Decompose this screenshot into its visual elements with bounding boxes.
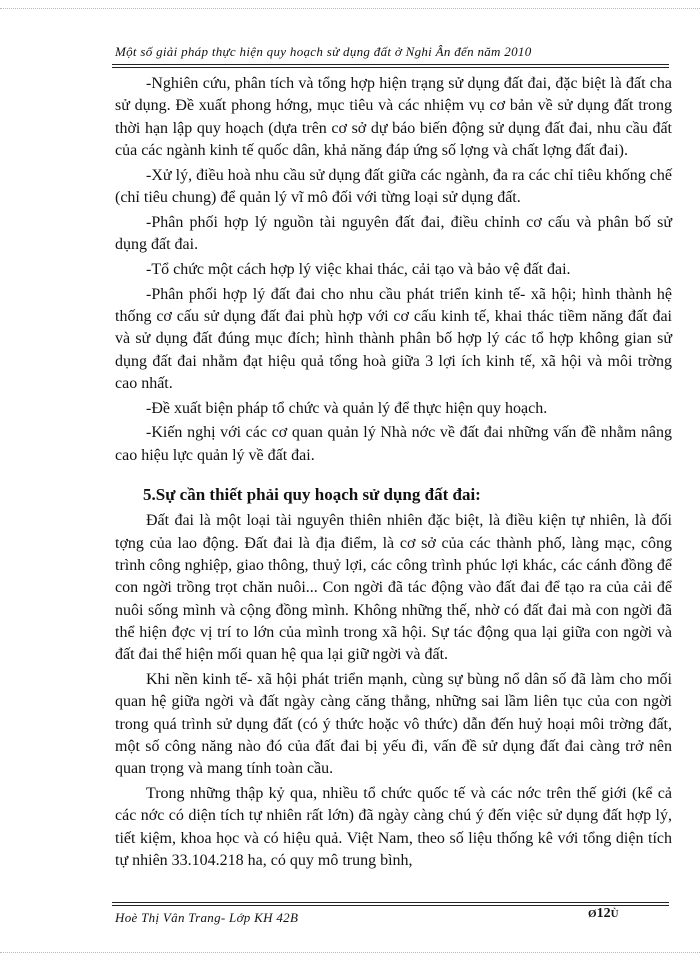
- document-body: [115, 73, 672, 872]
- footer-rule-secondary: [112, 905, 669, 906]
- header-rule-secondary: [112, 67, 669, 68]
- page-bottom-border: [0, 952, 700, 953]
- paragraph: Đất đai là một loại tài nguyên thiên nhiên đặc biệt, là điều kiện tự nhiên, là đối tợng của lao động. Đất đai là địa điểm, là cơ sở của các thành phố, làng mạc, công trình công nghiệp, giao thông, thuỷ lợi, các công trình phúc lợi khác, các cánh đồng để con ngời trồng trọt chăn nuôi... Con ngời đã tác động vào đất đai để tạo ra của cải để nuôi sống mình và cộng đồng mình. Không những thế, nhờ có đất đai mà con ngời đã thể hiện đợc vị trí to lớn của mình trong xã hội. Sự tác động qua lại giữa con ngời và đất đai thể hiện mối quan hệ qua lại giữ ngời và đất.: [115, 512, 672, 664]
- ornament-right-icon: Ù: [610, 908, 619, 920]
- paragraph: Khi nền kinh tế- xã hội phát triển mạnh, cùng sự bùng nổ dân số đã làm cho mối quan hệ giữa ngời và đất ngày càng căng thẳng, những sai lầm liên tục của con ngời trong quá trình sử dụng đất (có ý thức hoặc vô thức) dẫn đến huỷ hoại môi trờng đất, một số công năng nào đó của đất đai bị yếu đi, vấn đề sử dụng đất đai càng trở nên quan trọng và mang tính toàn cầu.: [115, 670, 672, 778]
- paragraph: -Xử lý, điều hoà nhu cầu sử dụng đất giữa các ngành, đa ra các chỉ tiêu khống chế (chỉ tiêu chung) để quản lý vĩ mô đối với từng loại sử dụng đất.: [115, 166, 672, 206]
- page-top-border: [0, 8, 700, 9]
- paragraph: -Tổ chức một cách hợp lý việc khai thác, cải tạo và bảo vệ đất đai.: [146, 260, 571, 278]
- paragraph: -Phân phối hợp lý nguồn tài nguyên đất đai, điều chỉnh cơ cấu và phân bố sử dụng đất đai.: [115, 213, 672, 254]
- footer-rule: [112, 902, 669, 903]
- paragraph: -Đề xuất biện pháp tổ chức và quản lý để thực hiện quy hoạch.: [146, 399, 548, 417]
- paragraph: -Nghiên cứu, phân tích và tổng hợp hiện trạng sử dụng đất đai, đặc biệt là đất cha sử dụng. Đề xuất phong hớng, mục tiêu và các nhiệm vụ cơ bản về sử dụng đất trong thời hạn lập quy hoạch (dựa trên cơ sở dự báo biến động sử dụng đất đai, nhu cầu đất của các ngành kinh tế quốc dân, khả năng đáp ứng số lợng và chất lợng đất đai).: [115, 75, 672, 159]
- paragraph: -Phân phối hợp lý đất đai cho nhu cầu phát triển kinh tế- xã hội; hình thành hệ thống cơ cấu sử dụng đất đai phù hợp với cơ cấu kinh tế, khai thác tiềm năng đất đai và sử dụng đất đúng mục đích; hình thành phân bố hợp lý các tổ hợp không gian sử dụng đất đai nhằm đạt hiệu quả tổng hoà giữa 3 lợi ích kinh tế, xã hội và môi trờng cao nhất.: [115, 285, 672, 392]
- paragraph: Trong những thập kỷ qua, nhiều tổ chức quốc tế và các nớc trên thế giới (kể cả các nớc có diện tích tự nhiên rất lớn) đã ngày càng chú ý đến việc sử dụng đất hợp lý, tiết kiệm, khoa học và có hiệu quả. Việt Nam, theo số liệu thống kê với tổng diện tích tự nhiên 33.104.218 ha, có quy mô trung bình,: [115, 784, 672, 869]
- page-number: 12: [596, 906, 611, 921]
- page-number-block: [588, 906, 619, 922]
- section-heading: 5.Sự cần thiết phải quy hoạch sử dụng đất đai:: [143, 485, 481, 505]
- header-rule: [112, 64, 669, 65]
- running-header: Một số giải pháp thực hiện quy hoạch sử dụng đất ở Nghi Ân đến năm 2010: [115, 44, 532, 59]
- ornament-left-icon: Ø: [588, 908, 597, 920]
- footer-author: Hoè Thị Vân Trang- Lớp KH 42B: [115, 910, 299, 925]
- paragraph: -Kiến nghị với các cơ quan quản lý Nhà nớc về đất đai những vấn đề nhằm nâng cao hiệu lực quản lý về đất đai.: [115, 424, 672, 464]
